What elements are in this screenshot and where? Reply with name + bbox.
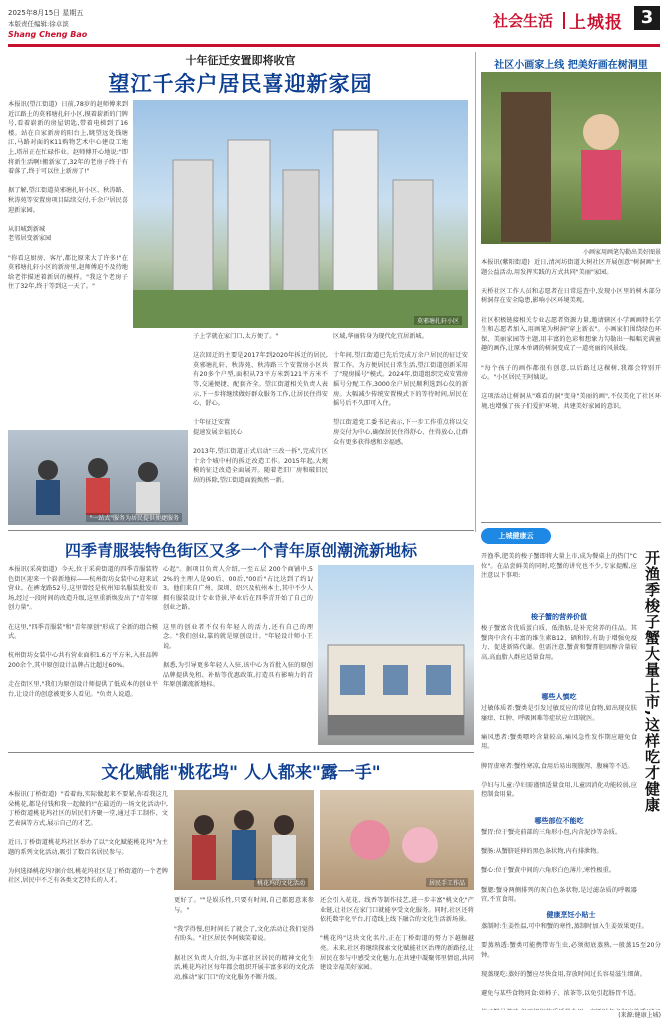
lead-col3: 子上学就在家门口,太方便了。" 这次回迁的主要是2017年到2020年拆迁的居民,莫邪塘扎轩、秋涛苑、秋涛路三个安置房小区共有20多个户型,面积从73平方米到121平方米不等,交通便捷、配套齐全。望江街道相关负责人表示,下一步将继续做好群众服务工作,让居民住得安心、舒心。 十年征迁安置 提速发展幸福民心 2013年,望江街道正式启动"三改一拆",完成片区十余个城中村的拆迁改造工作。2015年起,大规模的征迁改造全面展开。随着老旧厂房和破旧民居的拆除,望江街道面貌焕然一新。 <box>193 333 328 484</box>
building-icon <box>133 100 468 328</box>
story3-col1: 本报讯(丁桥街道) "看着海,实际做起来不要紧,你看我这几朵桃花,都是付钱和我一起做的!"在最近的一场文化活动中,丁桥街道桃花坞社区的居民们齐聚一堂,通过手工制作、文艺表演等方式,展示自己的才艺。 近日,丁桥街道桃花坞社区举办了以"文化赋能桃花坞"为主题的系列文化活动,吸引了数百名居民参与。 为何选择桃花坞?据介绍,桃花坞社区是丁桥街道的一个老牌社区,居民中不乏有各类文艺特长的人才。 <box>8 791 168 885</box>
story3-photo2-caption: 居民手工作品 <box>426 878 468 887</box>
people-icon <box>8 430 188 525</box>
column-divider <box>475 52 476 532</box>
editor-line: 本版责任编辑:徐卓滨 <box>8 20 69 28</box>
story3-photo <box>174 790 314 890</box>
section-name: 社会生活 <box>493 12 554 30</box>
activity-icon <box>174 790 314 890</box>
lead-col1: 本报讯(望江街道) 日前,78岁的赵师傅来到近江路上的莫邪塘扎轩小区,摸着崭新的门牌号,看着崭新的房屋钥匙,带着电梯到了16楼。站在自家新房的阳台上,眺望远处钱塘江,马路对面的K11购物艺术中心建设工地上,塔吊正在忙碌作业。赵师傅开心地说:"即将新生活啊!搬新家了,32年的老房子终于有着落了,终于可以住上新房了!" 据了解,望江街道莫邪塘扎轩小区、秋涛路、秋涛苑等安置房项目陆续交付,千余户居民喜迎新家园。 从旧城到新城 老邻居变新家园 "你看这厨房、客厅,都比原来大了许多!"在莫邪塘扎轩小区的新房里,赵师傅迫不及待地给老伴描述着新居的模样。"我这个老房子住了32年,终于等到这一天了。" <box>8 101 128 291</box>
health-source: (来源:健康上城) <box>618 1012 661 1019</box>
section-divider <box>563 12 565 29</box>
story2-col1: 本报讯(采荷街道) 今天,位于采荷街道的四季青服装特色街区迎来一个崭新地标——杭州街坊女装中心迎来试营业。在裤龙路52号,这里曾经是杭州知名服装批发市场,经过一段时间的改造升级,这里重新焕发出了"青年原创力量"。 在这里,"四季青服装"和"青年原创"形成了全新的组合模式。 杭州街坊女装中心共有营业面积1.6万平方米,入驻品牌200余个,其中原创设计品牌占比超过60%。 走在街区里,"我们为原创设计师提供了低成本的创业平台,让设计的创意被更多人看见。"负责人说道。 <box>8 566 158 698</box>
health-s2-title: 哪些人慎吃 <box>541 693 577 701</box>
story2-photo <box>318 565 474 745</box>
story3-photo-caption: 桃花坞的文化活动 <box>254 878 308 887</box>
story3-headline: 文化赋能"桃花坞" 人人都来"露一手" <box>101 763 381 783</box>
masthead-rule <box>8 44 660 47</box>
story2-top-rule <box>8 530 474 531</box>
masthead <box>0 0 668 54</box>
lead-photo2-caption: "一站式"服务为居民提供便捷服务 <box>86 513 182 522</box>
health-s3: 蟹胃:位于蟹壳前部的三角形小包,内含泥沙等杂质。 蟹肠:从蟹脐延伸的黑色条状物,内有排泄物。 蟹心:位于蟹黄中间的六角形白色薄片,寒性极重。 蟹腮:蟹身两侧排列的灰白色条状物,是过滤杂质的呼吸器官,不宜食用。 <box>481 829 637 904</box>
story2-headline: 四季青服装特色街区又多一个青年原创潮流新地标 <box>64 541 417 560</box>
lead-col4: 区域,华丽转身为现代化宜居新城。 十年间,望江街道已先后完成万余户居民的征迁安置工作。为方便居民日常生活,望江街道创新采用了"现房摇号"模式。2024年,街道组织完成安置房摇号分配工作,3000余户居民顺利选到心仪的新房。大幅减少传统安置模式下的等待时间,居民在摇号后不久即可入住。 望江街道党工委书记表示,下一步工作重点将以交房交付为中心,确保居民住得舒心、住得放心,让群众有更多获得感和幸福感。 <box>333 333 468 446</box>
handicraft-icon <box>320 790 474 890</box>
story3-col3: 还会引入花花、线香等制作技艺,进一步丰富"桃文化"产业链,让社区在家门口就能享受文化服务。同时,社区还将依托数字化平台,打造线上线下融合的文化生活新场景。 "桃花坞"这块文化名片,正在丁桥街道的努力下越擦越亮。未来,社区将继续探索文化赋能社区治理的新路径,让居民在参与中感受文化魅力,在共建中凝聚邻里情谊,共同建设幸福美好家园。 <box>320 897 474 972</box>
story3-top-rule <box>8 752 474 753</box>
health-intro: 开渔季,肥美的梭子蟹即将大量上市,成为餐桌上的热门"C位"。在品尝鲜美的同时,吃蟹的讲究也不少,专家提醒,应注意以下事项: <box>481 553 637 580</box>
right-top-photo <box>481 72 661 244</box>
health-s4: 蒸制时:生姜性温,可中和蟹的寒性,蒸制时加入生姜效果更佳。 要蒸熟透:蟹类可能携带寄生虫,必须彻底蒸熟,一般蒸15至20分钟。 现蒸现吃:蒸好的蟹应尽快食用,存放时间过长容易滋生细菌。 避免与某些食物同食:如柿子、浓茶等,以免引起肠胃不适。 <box>481 923 661 998</box>
health-s3-title: 哪些部位不能吃 <box>534 817 584 825</box>
health-s4-title: 健康烹饪小贴士 <box>546 911 596 919</box>
page-number: 3 <box>634 6 660 30</box>
right-top-photo-caption: 小画家用画笔勾勒出美好图景 <box>582 249 661 256</box>
health-tag-label: 上城健康云 <box>498 532 534 540</box>
paper-name: 上城报 <box>569 13 623 33</box>
lead-photo <box>133 100 468 328</box>
health-headline-text: 开渔季梭子蟹大量上市,这样吃才健康 <box>643 550 661 813</box>
child-painting-icon <box>481 72 661 244</box>
storefront-icon <box>318 565 474 745</box>
lead-kicker: 十年征迁安置即将收官 <box>185 54 296 67</box>
story2-col2: 心起"。据项目负责人介绍,一至五层 200个商铺中,52%的主理人是90后、00后,"00后"占比达到了约1/3。他们来自广州、深圳、绍兴及杭州本土,其中不少人拥有服装设计专业背景,毕业后在四季青开始了自己的创业之路。 这里的创业者不仅有年轻人的活力,还有自己的理念。"我们创业,靠的就是原创设计。"年轻设计师小王说。 据悉,为引导更多年轻人入驻,该中心为首批入驻的原创品牌提供免租、补贴等优惠政策,打造具有影响力的青年原创潮流新地标。 <box>163 566 313 689</box>
health-headline <box>643 550 661 970</box>
lead-photo-2 <box>8 430 188 525</box>
health-s1: 梭子蟹富含优质蛋白质、低脂肪,是补充营养的佳品。其蟹肉中含有丰富的维生素B12、硒和锌,有助于增强免疫力、促进新陈代谢。但需注意,蟹黄和蟹膏胆固醇含量较高,高血脂人群应适量食用。 <box>481 625 637 661</box>
paper-name-pinyin: Shang Cheng Bao <box>8 30 88 39</box>
health-s1-title: 梭子蟹的营养价值 <box>531 613 587 621</box>
story3-photo-2 <box>320 790 474 890</box>
story3-col2: 更好了。""是娱乐性,只要有时间,自己都愿意来参与。" "我学得慢,但时间长了就会了,文化活动让我们觉得有盼头。"社区居民李阿姨笑着说。 据社区负责人介绍,为丰富社区居民的精神文化生活,桃花坞社区每年都会组织开展丰富多彩的文化活动,推动"家门口"的文化服务不断升级。 <box>174 897 314 981</box>
lead-photo-caption: 莫邪塘扎轩小区 <box>414 316 462 325</box>
health-s2: 过敏体质者:蟹类是引发过敏反应的常见食物,如出现皮肤瘙痒、红肿、呼吸困难等症状应立即就医。 痛风患者:蟹类嘌呤含量较高,痛风急性发作期应避免食用。 脾胃虚寒者:蟹性寒凉,食用后易出现腹泻、腹痛等不适。 孕妇与儿童:孕妇需谨慎适量食用,儿童因消化功能较弱,应控制食用量。 <box>481 705 637 799</box>
health-tag <box>481 528 551 544</box>
date-line: 2025年8月15日 星期五 <box>8 9 84 17</box>
right-divider <box>481 522 661 523</box>
right-top-body: 本报讯(紫阳街道) 近日,清河坊街道大树社区开展创意"树洞画"主题公益活动,用发挥实践的方式共同"美丽"家园。 天桥社区工作人员和志愿者在日常巡查中,发现小区里的树木部分树洞存在安全隐患,影响小区环境美观。 社区积极链接相关专业志愿者资源力量,邀请辖区小学画画特长学生和志愿者加入,用画笔为树洞"穿上新衣"。小画家们围绕绿色环保、美丽家园等主题,用丰富的色彩和想象力勾勒出一幅幅充满童趣的画作,让原本单调的树洞变成了一道亮丽的风景线。 "每个孩子的画作都很有创意,以后路过这棵树,我都会特别开心。"小区居民王阿姨说。 这项活动让树洞从"难看的洞"变身"美丽的画",不仅美化了社区环境,也增强了孩子们爱护环境、共建美好家园的意识。 <box>481 259 661 410</box>
right-top-headline: 社区小画家上线 把美好画在树洞里 <box>494 60 648 71</box>
lead-headline: 望江千余户居民喜迎新家园 <box>108 72 373 96</box>
